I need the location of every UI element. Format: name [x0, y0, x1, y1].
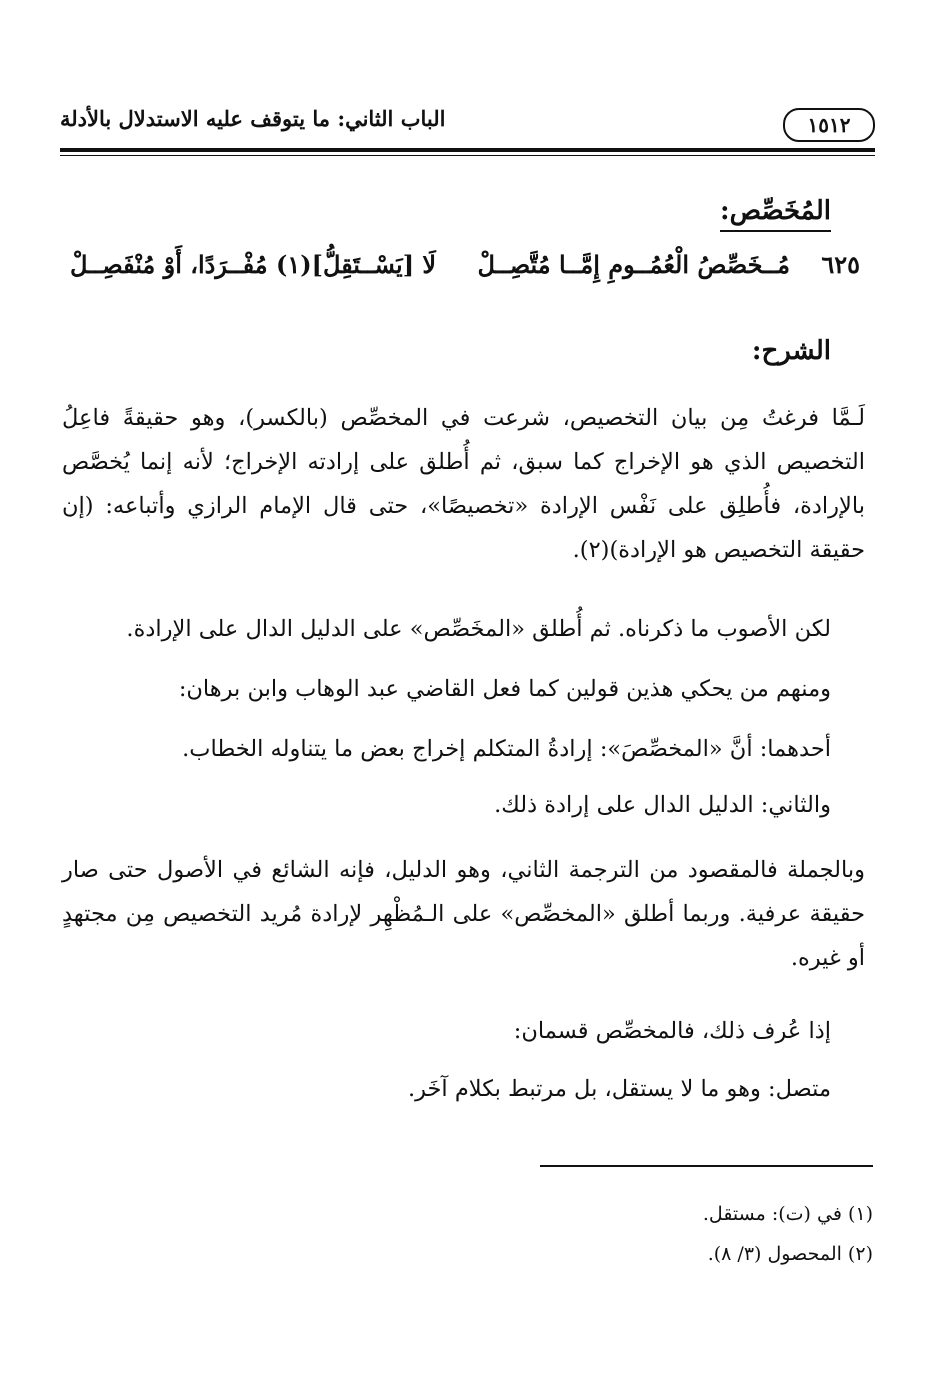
verse-hemistich-2: لَا [يَسْــتَقِلُّ](١) مُفْــرَدًا، أَوْ مُنْفَصِــلْ: [70, 250, 437, 279]
header-rule: [60, 148, 875, 152]
footnote-2: (٢) المحصول (٣/ ٨).: [707, 1243, 873, 1265]
paragraph-8: متصل: وهو ما لا يستقل، بل مرتبط بكلام آخَر.: [407, 1076, 831, 1102]
paragraph-7: إذا عُرف ذلك، فالمخصِّص قسمان:: [513, 1018, 831, 1044]
commentary-heading: الشرح:: [751, 336, 831, 366]
paragraph-5: والثاني: الدليل الدال على إرادة ذلك.: [494, 792, 831, 818]
header-rule-thin: [60, 155, 875, 156]
footnote-rule: [540, 1165, 873, 1167]
page-header: [60, 100, 875, 144]
verse-hemistich-1: مُــخَصِّصُ الْعُمُــومِ إِمَّــا مُتَّصِــلْ: [477, 250, 790, 279]
paragraph-4: أحدهما: أنَّ «المخصِّصَ»: إرادةُ المتكلم إخراج بعض ما يتناوله الخطاب.: [182, 736, 831, 762]
paragraph-3: ومنهم من يحكي هذين قولين كما فعل القاضي عبد الوهاب وابن برهان:: [178, 676, 831, 702]
footnote-1: (١) في (ت): مستقل.: [702, 1203, 873, 1225]
section-heading: المُخَصِّص:: [720, 196, 831, 226]
verse-number: ٦٢٥: [821, 250, 860, 279]
paragraph-1: لَـمَّا فرغتُ مِن بيان التخصيص، شرعت في المخصِّص (بالكسر)، وهو حقيقةً فاعِلُ التخصيص الذي هو الإخراج كما سبق، ثم أُطلق على إرادته الإخراج؛ لأنه إنما يُخصَّص بالإرادة، فأُطلِق على نَفْس الإرادة «تخصيصًا»، حتى قال الإمام الرازي وأتباعه: (إن حقيقة التخصيص هو الإرادة)(٢).: [62, 405, 865, 563]
verse-line: [70, 250, 860, 290]
paragraph-6: وبالجملة فالمقصود من الترجمة الثاني، وهو الدليل، فإنه الشائع في الأصول حتى صار حقيقة عرفية. وربما أطلق «المخصِّص» على الـمُظْهِر لإرادة مُريد التخصيص مِن مجتهدٍ أو غيره.: [62, 857, 865, 971]
paragraph-2: لكن الأصوب ما ذكرناه. ثم أُطلق «المخَصِّص» على الدليل الدال على الإرادة.: [126, 616, 831, 642]
page-number: ١٥١٢: [783, 108, 875, 142]
running-title: الباب الثاني: ما يتوقف عليه الاستدلال بالأدلة: [60, 106, 446, 131]
